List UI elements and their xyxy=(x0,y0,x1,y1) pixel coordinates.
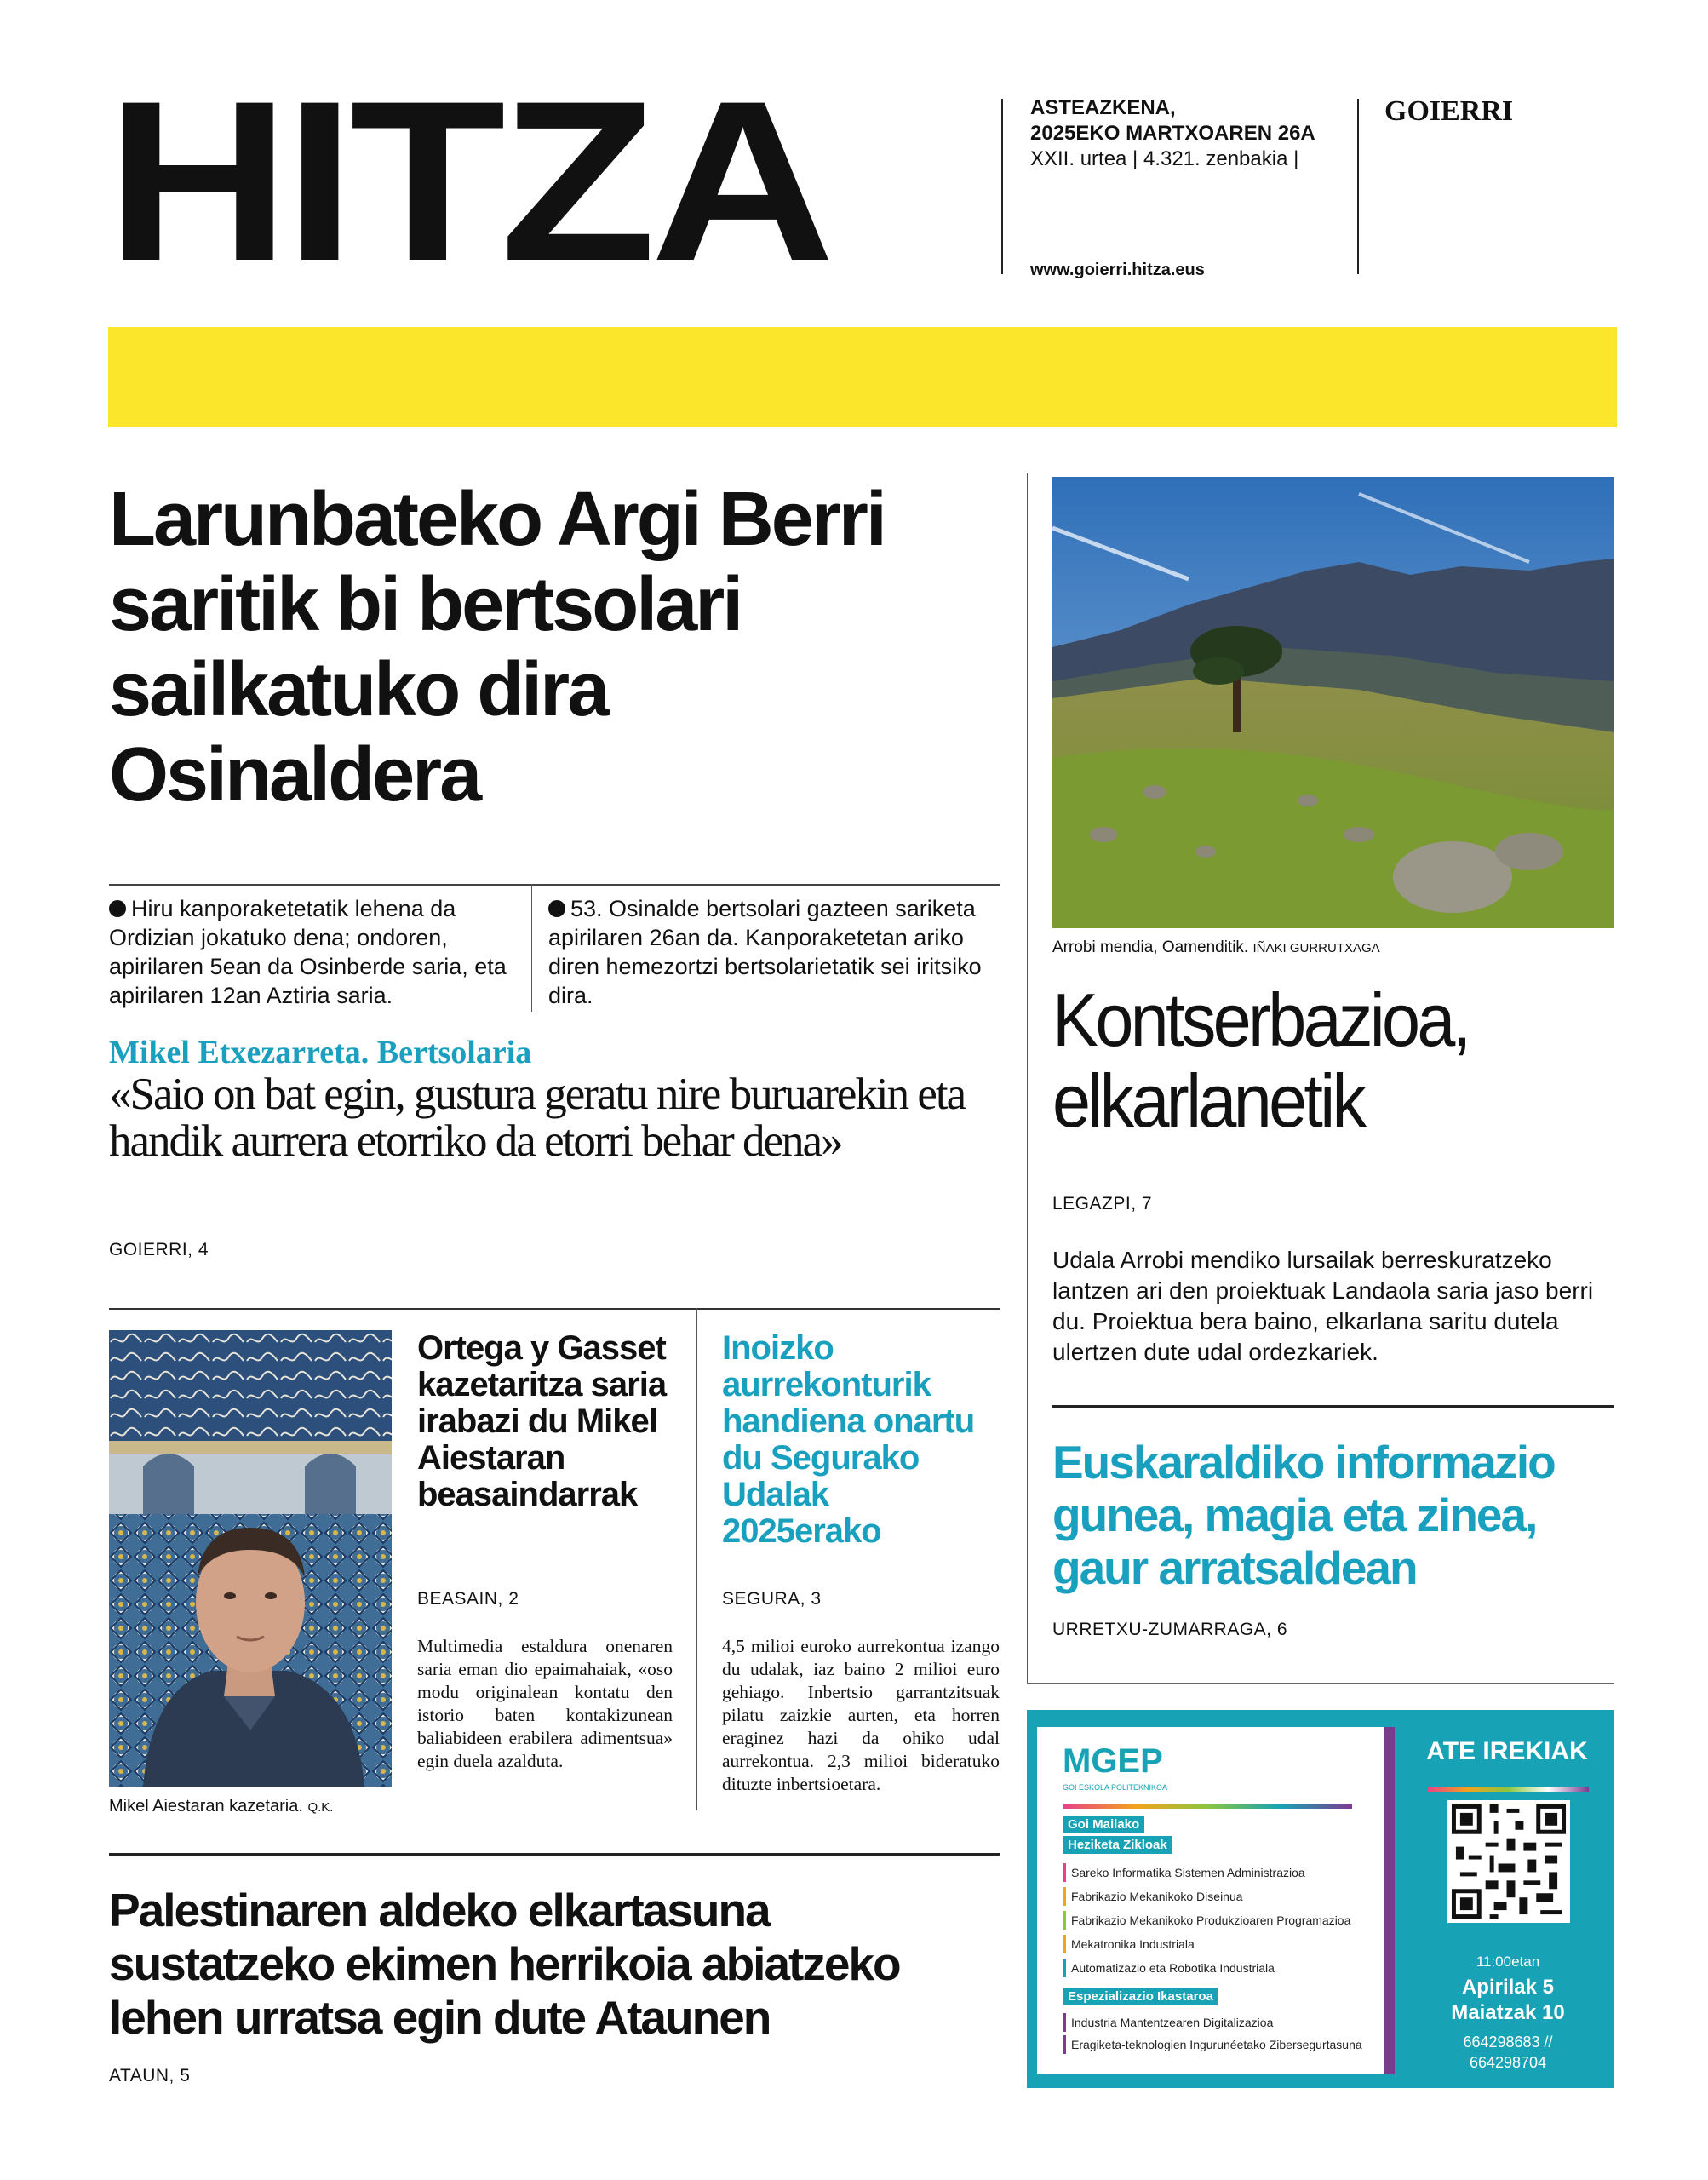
segura-headline[interactable]: Inoizko aurrekonturik handiena onartu du Segurako Udalak 2025erako xyxy=(722,1329,975,1550)
arrobi-photo xyxy=(1052,477,1614,928)
segura-page-ref: SEGURA, 3 xyxy=(722,1589,822,1609)
issue-info: XXII. urtea | 4.321. zenbakia | xyxy=(1030,147,1299,170)
section-rule xyxy=(109,1308,1000,1310)
masthead-divider-2 xyxy=(1357,99,1359,274)
bullet-divider xyxy=(531,884,532,1012)
yellow-banner xyxy=(108,327,1617,427)
color-strip xyxy=(1063,1804,1352,1809)
arrobi-body: Udala Arrobi mendiko lursailak berreskuratzeko lantzen ari den proiektuak Landaola saria jaso berri du. Proiektua bera baino, elkarlana saritu dutela ulertzen dute udal ordezkariek. xyxy=(1052,1247,1594,1365)
photo-caption-aiestaran: Mikel Aiestaran kazetaria. Q.K. xyxy=(109,1797,334,1816)
ortega-page-ref: BEASAIN, 2 xyxy=(417,1589,519,1609)
badge-espezializazio: Espezializazio Ikastaroa xyxy=(1063,1988,1218,2005)
interview-quote[interactable]: «Saio on bat egin, gustura geratu nire buruarekin eta handik aurrera etorriko da etorri behar dena» xyxy=(109,1070,966,1166)
masthead-divider-1 xyxy=(1001,99,1003,274)
website-link[interactable]: www.goierri.hitza.eus xyxy=(1030,261,1205,279)
column-divider xyxy=(696,1308,697,1810)
ad-course-7: Eragiketa-teknologien Ingurunéetako Zibersegurtasuna xyxy=(1063,2035,1378,2054)
newspaper-logo: HITZA xyxy=(106,53,830,308)
mgep-logo-sub: GOI ESKOLA POLITEKNIKOA xyxy=(1063,1783,1168,1792)
lead-bullet-2: 53. Osinalde bertsolari gazteen sariketa apirilaren 26an da. Kanporaketetan ariko diren hemezortzi bertsolarietatik sei iritsiko dira. xyxy=(548,896,982,1008)
badge-goi-mailako: Goi Mailako xyxy=(1063,1816,1144,1833)
landscape-image xyxy=(1052,477,1614,928)
palestina-headline[interactable]: Palestinaren aldeko elkartasuna sustatzeko ekimen herrikoia abiatzeko lehen urratsa egin dute Ataunen xyxy=(109,1884,900,2044)
quote-author: Mikel Etxezarreta. Bertsolaria xyxy=(109,1035,532,1070)
lead-rule xyxy=(109,884,1000,886)
lead-page-ref: GOIERRI, 4 xyxy=(109,1240,209,1259)
date-line-2: 2025EKO MARTXOAREN 26A xyxy=(1030,122,1315,145)
edition-name: GOIERRI xyxy=(1384,95,1514,127)
kontserbazioa-headline[interactable]: Kontserbazioa, elkarlanetik xyxy=(1052,978,1469,1143)
ad-course-3: Fabrikazio Mekanikoko Produkzioaren Programazioa xyxy=(1063,1911,1378,1930)
date-line-1: ASTEAZKENA, xyxy=(1030,96,1176,119)
ad-course-5: Automatizazio eta Robotika Industriala xyxy=(1063,1959,1378,1977)
segura-body: 4,5 milioi euroko aurrekontua izango du udalak, iaz baino 2 milioi euro gehiago. Inbertsio garrantzitsuak pilatu zaizkie aurten, eta horren eraginez hazi da ohiko udal aurrekontua. 2,3 milioi bideratuko dituzte inbertsioetara. xyxy=(722,1636,1000,1794)
badge-heziketa: Heziketa Zikloak xyxy=(1063,1836,1172,1854)
ad-phone-1[interactable]: 664298683 // xyxy=(1463,2034,1553,2051)
euskaraldia-page-ref: URRETXU-ZUMARRAGA, 6 xyxy=(1052,1620,1288,1639)
ad-phone-2[interactable]: 664298704 xyxy=(1469,2054,1547,2071)
ad-course-1: Sareko Informatika Sistemen Administrazioa xyxy=(1063,1863,1378,1882)
ortega-headline[interactable]: Ortega y Gasset kazetaritza saria irabazi du Mikel Aiestaran beasaindarrak xyxy=(417,1329,667,1513)
photo-caption-arrobi: Arrobi mendia, Oamenditik. IÑAKI GURRUTXAGA xyxy=(1052,938,1380,956)
ad-course-6: Industria Mantentzearen Digitalizazioa xyxy=(1063,2013,1378,2032)
qr-code-icon[interactable] xyxy=(1447,1800,1570,1923)
ad-course-2: Fabrikazio Mekanikoko Diseinua xyxy=(1063,1887,1378,1906)
euskaraldia-headline[interactable]: Euskaraldiko informazio gunea, magia eta zinea, gaur arratsaldean xyxy=(1052,1436,1555,1594)
right-rule xyxy=(1052,1405,1614,1408)
mgep-logo: MGEP xyxy=(1063,1742,1163,1780)
mgep-advertisement[interactable] xyxy=(1027,1710,1614,2088)
ortega-body: Multimedia estaldura onenaren saria eman dio epaimahaiak, «oso modu originalean kontatu den istorio baten kontakizunean baliabideen erabilera adimentsua» egin duela azalduta. xyxy=(417,1636,673,1771)
arrobi-page-ref: LEGAZPI, 7 xyxy=(1052,1194,1153,1213)
lead-headline[interactable]: Larunbateko Argi Berri saritik bi bertsolari sailkatuko dira Osinaldera xyxy=(109,477,885,818)
portrait-image xyxy=(109,1330,392,1787)
bullet-dot-icon xyxy=(109,900,126,917)
ad-date-1: Apirilak 5 xyxy=(1461,1976,1555,1999)
ad-title: ATE IREKIAK xyxy=(1426,1737,1588,1765)
ad-date-2: Maiatzak 10 xyxy=(1451,2001,1565,2024)
lead-bullet-1: Hiru kanporaketetatik lehena da Ordizian jokatuko dena; ondoren, apirilaren 5ean da Osinberde saria, eta apirilaren 12an Aztiria saria. xyxy=(109,896,507,1008)
right-rule-2 xyxy=(1027,1683,1614,1684)
palestina-page-ref: ATAUN, 5 xyxy=(109,2066,191,2085)
ad-color-strip xyxy=(1427,1787,1589,1792)
ad-course-4: Mekatronika Industriala xyxy=(1063,1935,1378,1953)
right-column-divider xyxy=(1027,473,1028,1683)
bottom-rule xyxy=(109,1853,1000,1856)
ad-time: 11:00etan xyxy=(1476,1953,1540,1970)
aiestaran-photo xyxy=(109,1330,392,1787)
ad-program-panel xyxy=(1037,1727,1395,2074)
bullet-dot-icon xyxy=(548,900,565,917)
